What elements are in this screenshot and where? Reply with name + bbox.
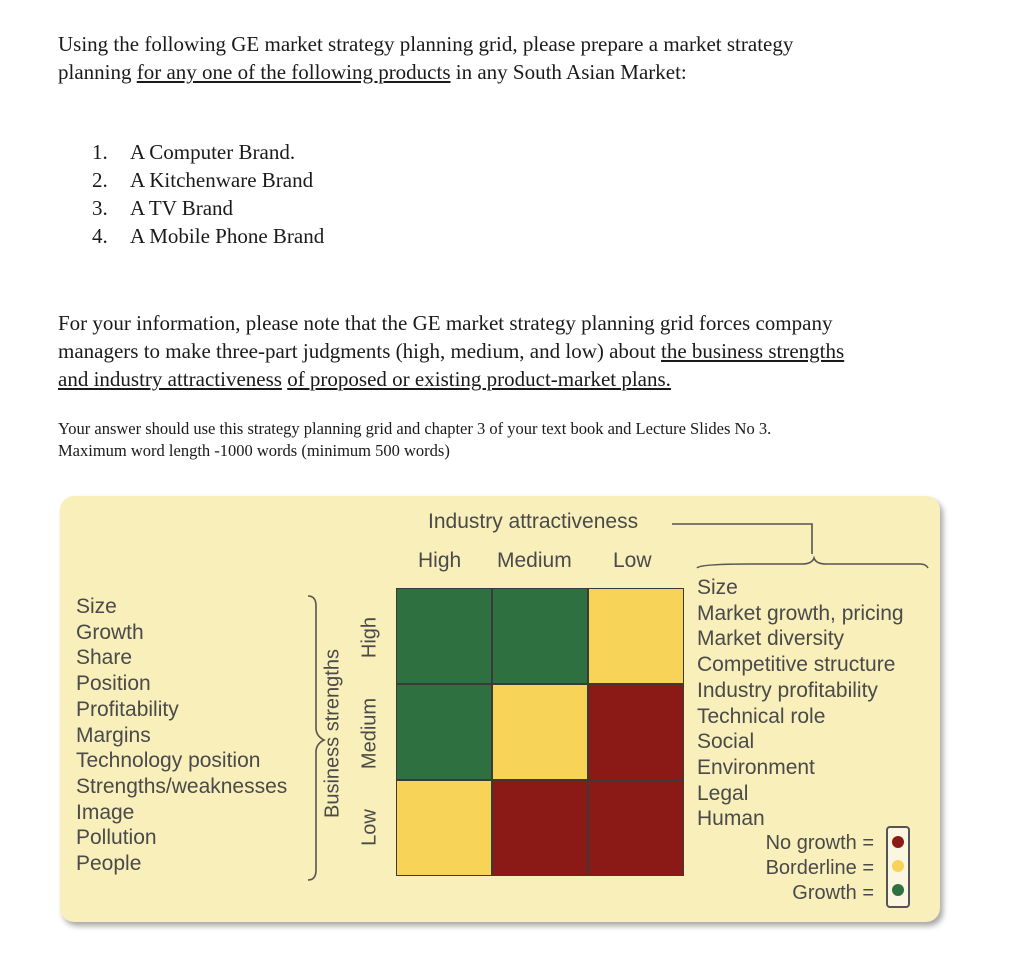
intro-line-2a: planning [58,60,137,84]
grid-cell-low-low [588,780,684,876]
right-brace [697,558,928,568]
grid-cell-high-medium [492,588,588,684]
title-connector-line [672,524,812,554]
legend-no-growth: No growth = [765,832,874,854]
list-item: Image [76,800,135,824]
grid-cell-low-medium [492,780,588,876]
info-line-1: For your information, please note that the GE market strategy planning grid forces company [58,311,833,335]
list-item: Margins [76,723,151,747]
list-label: A Mobile Phone Brand [130,224,325,248]
list-item: Share [76,646,133,670]
grid-cell-medium-high [396,684,492,780]
strategy-grid [396,588,684,876]
intro-line-2b: in any South Asian Market: [450,60,687,84]
list-item: Technical role [697,704,826,728]
row-header-medium: Medium [358,697,381,770]
list-item: People [76,852,142,876]
list-item: Legal [697,781,749,805]
info-underlined-strengths: the business strengths [661,339,845,363]
row-header-low: Low [358,809,381,846]
list-item: Competitive structure [697,653,896,677]
list-item [92,194,324,222]
instructions-line-1: Your answer should use this strategy planning grid and chapter 3 of your text book and Lecture Slides No 3. [58,419,772,438]
list-item [92,166,324,194]
red-dot-icon [892,836,904,848]
instructions-line-2: Maximum word length -1000 words (minimum 500 words) [58,441,450,460]
list-number: 3. [92,196,108,220]
grid-cell-high-high [396,588,492,684]
info-paragraph [58,309,844,393]
business-strengths-title: Business strengths [321,649,344,818]
list-item: Social [697,730,755,754]
list-item: Market diversity [697,627,845,651]
legend-growth: Growth = [792,882,874,904]
list-item: Growth [76,620,144,644]
list-item: Market growth, pricing [697,601,904,625]
list-item: Pollution [76,826,157,850]
business-factors-list [76,594,287,877]
intro-line-1: Using the following GE market strategy planning grid, please prepare a market strategy [58,32,794,56]
industry-attractiveness-title: Industry attractiveness [428,510,639,533]
ge-grid-figure [60,496,940,922]
intro-paragraph [58,30,793,86]
grid-cell-high-low [588,588,684,684]
list-item: Size [76,595,117,618]
legend-borderline: Borderline = [765,857,874,879]
list-label: A Computer Brand. [130,140,296,164]
col-header-low: Low [613,549,652,572]
instructions-paragraph [58,418,771,462]
traffic-light-icon [886,826,910,908]
list-label: A Kitchenware Brand [130,168,314,192]
info-line-2a: managers to make three-part judgments (high, medium, and low) about [58,339,662,363]
row-header-high: High [358,616,381,659]
list-item: Position [76,672,151,696]
industry-factors-list [697,575,904,832]
col-header-medium: Medium [497,549,572,572]
intro-underlined-phrase: for any one of the following products [136,60,451,84]
list-number: 4. [92,224,108,248]
list-item: Profitability [76,697,179,721]
info-underlined-plans: of proposed or existing product-market plans. [287,367,671,391]
green-dot-icon [892,884,904,896]
list-item: Strengths/weaknesses [76,774,288,798]
grid-cell-low-high [396,780,492,876]
grid-cell-medium-low [588,684,684,780]
yellow-dot-icon [892,860,904,872]
list-item: Technology position [76,749,261,773]
list-item: Human [697,807,765,831]
grid-cell-medium-medium [492,684,588,780]
list-item: Size [697,576,738,599]
list-item: Environment [697,755,815,779]
list-item [92,138,324,166]
list-item: Industry profitability [697,678,878,702]
list-number: 2. [92,168,108,192]
product-list [92,138,324,250]
col-header-high: High [418,549,462,572]
list-item [92,222,324,250]
list-number: 1. [92,140,108,164]
list-label: A TV Brand [130,196,234,220]
info-underlined-attractiveness: and industry attractiveness [58,367,282,391]
